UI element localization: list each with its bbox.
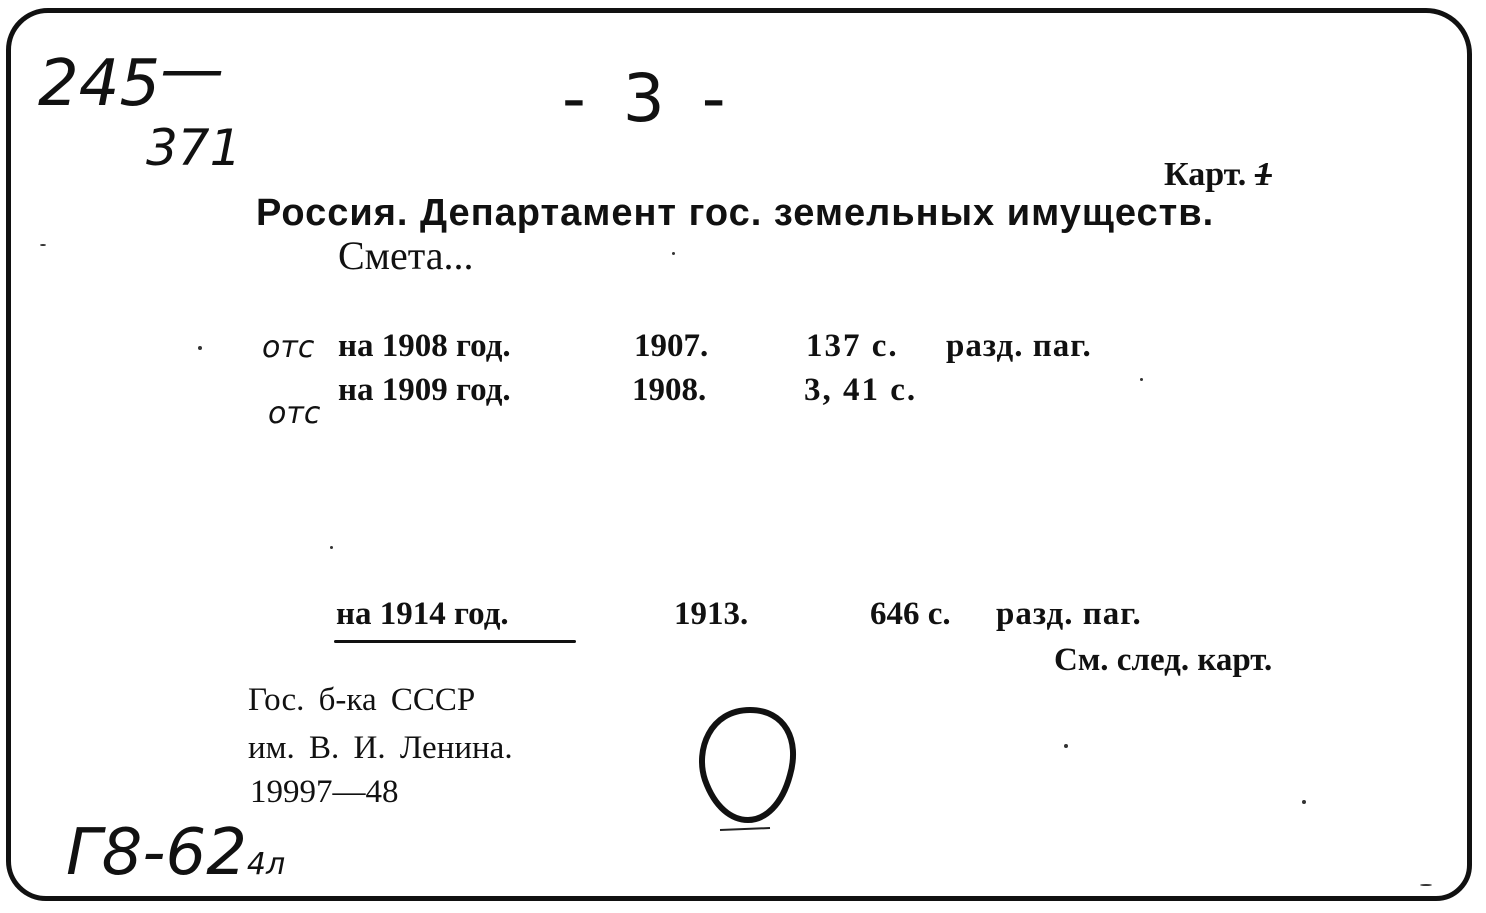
card-punch-hole xyxy=(690,700,810,840)
library-imprint-line2: им. В. И. Ленина. xyxy=(248,730,513,766)
scan-speck xyxy=(40,244,46,246)
entry-1-mark: отс xyxy=(262,330,315,365)
entry-3-pagination: разд. паг. xyxy=(996,596,1142,632)
library-imprint-line3: 19997—48 xyxy=(250,774,399,810)
card-label-number: 1 xyxy=(1254,156,1272,193)
entry-2-extent: 3, 41 с. xyxy=(804,372,918,408)
scan-speck xyxy=(330,546,333,549)
entry-2-period: на 1909 год. xyxy=(338,372,511,408)
entry-3-extent: 646 с. xyxy=(870,596,951,632)
handwritten-call-number-main: Г8-62 xyxy=(66,816,247,890)
page-number: - 3 - xyxy=(562,60,734,137)
entry-3-period: на 1914 год. xyxy=(336,596,509,632)
entry-2-year: 1908. xyxy=(632,372,707,408)
card-label-text: Карт. xyxy=(1164,156,1247,193)
card-title: Россия. Департамент гос. земельных имуществ. xyxy=(256,192,1215,234)
see-next-card: См. след. карт. xyxy=(1054,642,1273,678)
library-imprint-line1: Гос. б-ка СССР xyxy=(248,682,476,718)
handwritten-subnumber: 371 xyxy=(146,119,242,177)
card-label xyxy=(1164,156,1272,194)
entry-3-year: 1913. xyxy=(674,596,749,632)
entry-3-underline xyxy=(334,640,576,643)
entry-1-year: 1907. xyxy=(634,328,709,364)
entry-1-extent: 137 с. xyxy=(806,328,899,364)
scan-speck xyxy=(198,346,202,350)
handwritten-call-number xyxy=(66,818,285,900)
handwritten-number: 245 xyxy=(38,47,161,121)
entry-2-mark: отс xyxy=(268,396,321,431)
scan-speck xyxy=(1302,800,1306,804)
entry-1-pagination: разд. паг. xyxy=(946,328,1092,364)
scan-speck xyxy=(1140,378,1143,381)
handwritten-call-number-suffix: 4л xyxy=(246,847,286,882)
handwritten-shelfmark xyxy=(38,33,225,121)
entry-1-period: на 1908 год. xyxy=(338,328,511,364)
card-subtitle: Смета... xyxy=(338,233,474,278)
scan-speck xyxy=(672,252,675,255)
scan-speck xyxy=(1420,884,1432,886)
scan-speck xyxy=(1064,744,1068,748)
handwritten-dash: — xyxy=(160,33,225,107)
